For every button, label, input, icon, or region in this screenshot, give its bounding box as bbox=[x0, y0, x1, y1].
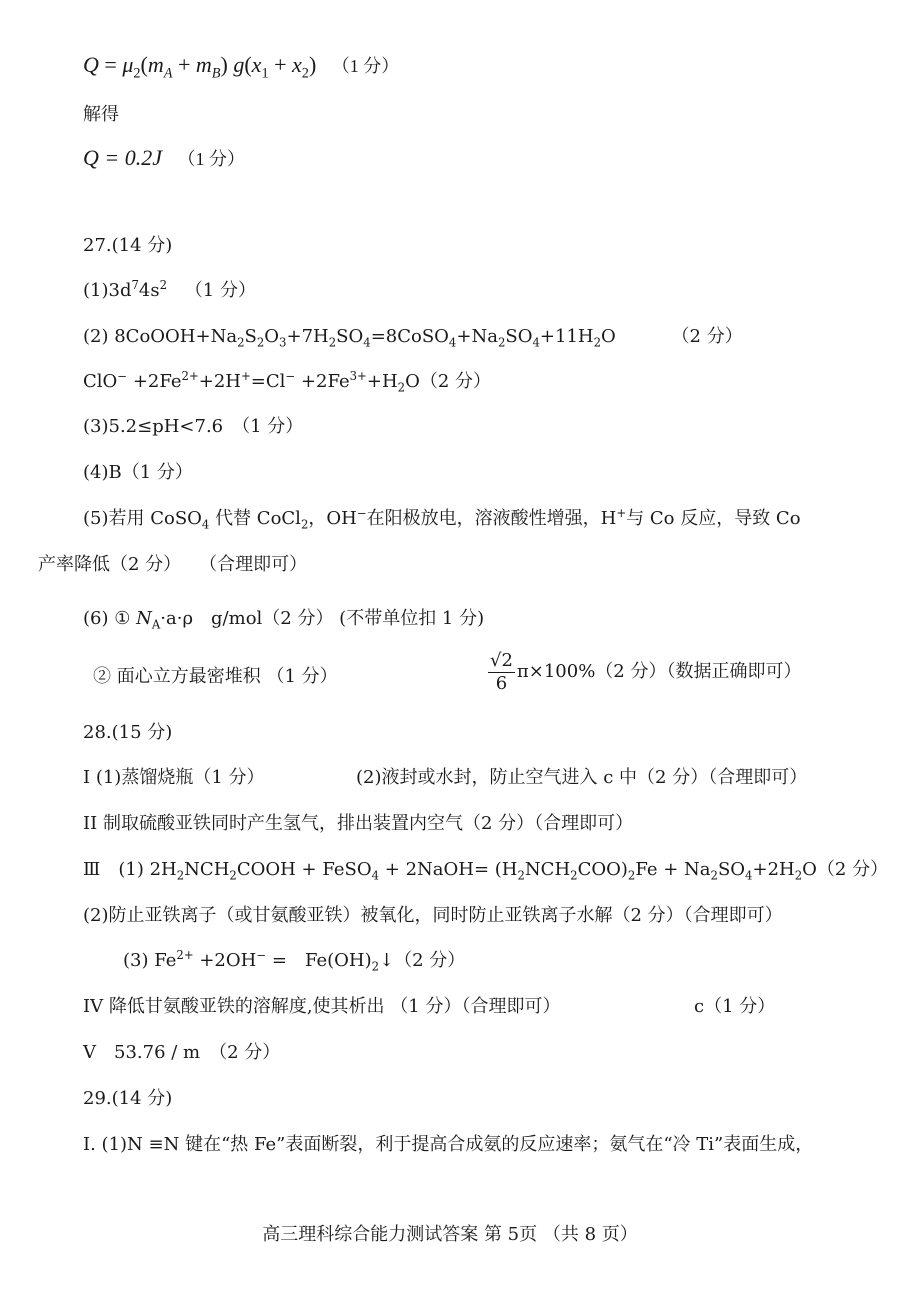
q27-line-5: (4)B（1 分） bbox=[83, 462, 193, 483]
q27-line-7: (6) ① $N_A\cdot a\cdot\rho$ g/mol（2 分） (不带单位扣 1 分) bbox=[83, 608, 485, 632]
formula-q-result: Q = 0.2J （1 分） bbox=[83, 145, 245, 170]
q28-line-4: (2)防止亚铁离子（或甘氨酸亚铁）被氧化，同时防止亚铁离子水解（2 分）（合理即可） bbox=[83, 905, 783, 926]
q27-line-8: ② 面心立方最密堆积 （1 分） bbox=[93, 666, 338, 687]
q27-line-1: $(1)3d^74s^2$ （1 分） bbox=[83, 278, 256, 301]
q28-line-5: (3) $Fe^{2+} +2OH^-$ = $Fe(OH)_2↓(2$ 分） bbox=[123, 948, 466, 974]
q27-title: 27.(14 分) bbox=[83, 235, 173, 256]
q28-line-6a: IV 降低甘氨酸亚铁的溶解度,使其析出 （1 分）（合理即可） bbox=[83, 996, 561, 1017]
q28-line-2: II 制取硫酸亚铁同时产生氢气，排出装置内空气（2 分）（合理即可） bbox=[83, 813, 634, 834]
fraction: $\frac{√2}{6}$ bbox=[490, 650, 513, 694]
packing-fraction: $\frac{√2}{6}$ π×100%（2 分）（数据正确即可） bbox=[490, 650, 802, 694]
solve-label: 解得 bbox=[83, 104, 119, 125]
q27-line-6b: 产率降低（2 分） （合理即可） bbox=[38, 554, 308, 575]
q28-line-7: V 53.76 / m （2 分） bbox=[83, 1042, 281, 1063]
formula-heat-q: $Q = \mu_2(m_A + m_B) g(x_1 + x_2)$ （1 分） bbox=[83, 52, 400, 82]
q28-line-3: Ⅲ (1) $2H_2NCH_2COOH$ + FeSO$_4$ + 2NaOH= $(H_2NCH_2COO)_2Fe + Na_2SO_4+2H_2O(2$ 分） bbox=[83, 859, 889, 883]
q29-title: 29.(14 分) bbox=[83, 1088, 173, 1109]
q27-line-4: (3)5.2≤pH<7.6 （1 分） bbox=[83, 416, 304, 437]
q29-line-1: I. (1)N ≡N 键在“热 Fe”表面断裂，利于提高合成氨的反应速率；氨气在“冷 Ti”表面生成， bbox=[83, 1134, 814, 1155]
q28-title: 28.(15 分) bbox=[83, 722, 173, 743]
q27-line-3: $ClO^- +2Fe^{2+}+2H^+=Cl^- +2Fe^{3+}+H_2O(2$ 分） bbox=[83, 369, 492, 395]
q27-line-2: (2) $8CoOOH+Na_2S_2O_3+7H_2SO_4=8CoSO_4+Na_2SO_4+11H_2O$ （2 分） bbox=[83, 326, 743, 350]
q27-line-6a: (5)若用 CoSO$_4$ 代替 CoCl$_2$，OH−在阳极放电，溶液酸性增强，H+与 Co 反应，导致 Co bbox=[83, 506, 801, 532]
q28-line-6b: c（1 分） bbox=[694, 996, 776, 1017]
q28-line-1b: (2)液封或水封，防止空气进入 c 中（2 分）（合理即可） bbox=[356, 767, 808, 788]
page-footer: 高三理科综合能力测试答案 第 5页 （共 8 页） bbox=[262, 1224, 638, 1245]
q28-line-1a: I (1)蒸馏烧瓶（1 分） bbox=[83, 767, 265, 788]
